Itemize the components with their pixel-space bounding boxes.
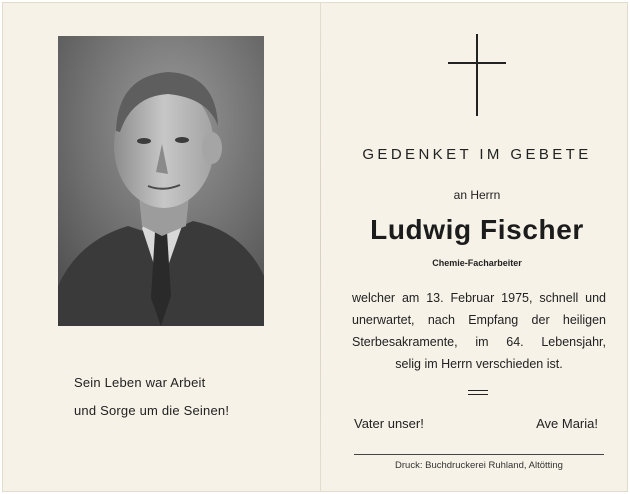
occupation: Chemie-Facharbeiter — [432, 258, 522, 268]
obituary-text — [352, 287, 606, 375]
memorial-card — [2, 2, 628, 492]
prayer-right: Ave Maria! — [536, 416, 598, 431]
motto-line-2: und Sorge um die Seinen! — [74, 403, 230, 418]
obituary-line: Sterbesakramente, im 64. Lebensjahr, — [352, 335, 606, 349]
obituary-line: welcher am 13. Februar 1975, schnell und — [352, 291, 606, 305]
double-rule-divider — [468, 390, 488, 396]
portrait-photo — [58, 36, 264, 326]
salutation: an Herrn — [453, 188, 501, 202]
heading: GEDENKET IM GEBETE — [362, 146, 592, 163]
obituary-line: unerwartet, nach Empfang der heiligen — [352, 313, 606, 327]
fold-line — [320, 2, 321, 492]
prayer-left: Vater unser! — [354, 416, 424, 431]
printer-credit: Druck: Buchdruckerei Ruhland, Altötting — [395, 460, 563, 471]
cross-icon — [448, 34, 508, 116]
obituary-line: selig im Herrn verschieden ist. — [395, 357, 563, 371]
footer-rule — [354, 454, 604, 455]
deceased-name: Ludwig Fischer — [370, 214, 584, 245]
motto-line-1: Sein Leben war Arbeit — [74, 375, 206, 390]
